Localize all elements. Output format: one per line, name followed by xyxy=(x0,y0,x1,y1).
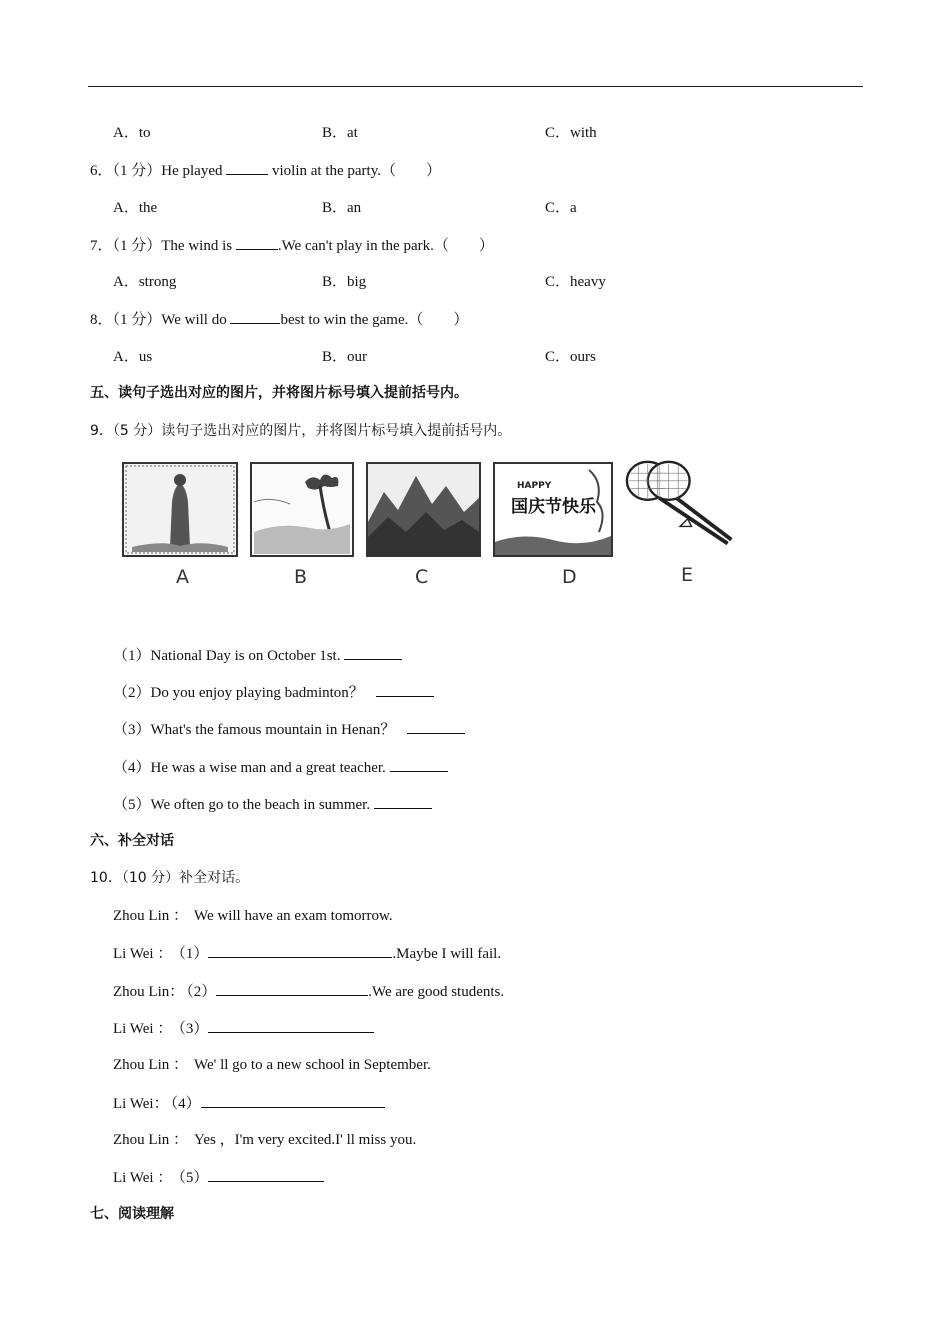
q9-item-2-text: （2）Do you enjoy playing badminton？ xyxy=(113,685,368,701)
q9-item-5-text: （5）We often go to the beach in summer. xyxy=(113,797,374,813)
q9-item-5-blank[interactable] xyxy=(374,794,432,809)
picture-label-a: A xyxy=(176,566,189,588)
dialogue-line-4 xyxy=(113,1018,374,1039)
dialogue-blank-1[interactable] xyxy=(208,943,392,958)
q9-item-1-text: （1）National Day is on October 1st. xyxy=(113,648,345,664)
q9-item-2-blank[interactable] xyxy=(376,682,434,697)
q9-item-3 xyxy=(113,719,465,740)
picture-d-chinese-text: 国庆节快乐 xyxy=(511,497,596,517)
mountain-picture-icon xyxy=(366,462,481,557)
q7-option-b[interactable]: B．big xyxy=(322,274,367,290)
q8-number: 8．（1 分） xyxy=(90,312,162,328)
q9-item-5 xyxy=(113,794,432,815)
speaker: Li Wei ： xyxy=(113,946,173,962)
dialogue-line-8 xyxy=(113,1167,324,1188)
national-day-picture-icon xyxy=(493,462,613,557)
q5-option-b[interactable]: B．at xyxy=(322,125,358,141)
speaker: Li Wei： xyxy=(113,1096,169,1112)
dialogue-line-2 xyxy=(113,943,501,964)
q8-option-c[interactable]: C．ours xyxy=(545,349,596,365)
statue-picture-icon xyxy=(122,462,238,557)
dialogue-blank-3[interactable] xyxy=(208,1018,374,1033)
q6-blank xyxy=(226,160,268,175)
dialogue-text: .Maybe I will fail. xyxy=(392,946,502,962)
dialogue-blank-4[interactable] xyxy=(201,1093,385,1108)
speaker: Li Wei ： xyxy=(113,1021,173,1037)
dialogue-number: （2） xyxy=(186,984,217,1000)
q9-item-3-text: （3）What's the famous mountain in Henan？ xyxy=(113,722,399,738)
dialogue-blank-2[interactable] xyxy=(216,981,368,996)
dialogue-line-5 xyxy=(113,1055,431,1075)
question-9-title: 9．（5 分）读句子选出对应的图片，并将图片标号填入提前括号内。 xyxy=(90,423,512,439)
q6-option-b[interactable]: B．an xyxy=(322,200,362,216)
dialogue-number: （4） xyxy=(170,1096,201,1112)
speaker: Zhou Lin： xyxy=(113,984,185,1000)
header-rule xyxy=(88,86,863,87)
q9-item-4 xyxy=(113,757,448,778)
speaker: Zhou Lin ： xyxy=(113,1132,188,1148)
picture-label-d: D xyxy=(562,566,577,588)
q7-option-c[interactable]: C．heavy xyxy=(545,274,606,290)
q7-blank xyxy=(236,235,278,250)
q9-item-1 xyxy=(113,645,402,666)
picture-d-happy-text: HAPPY xyxy=(517,481,552,491)
q8-option-a[interactable]: A．us xyxy=(113,349,153,365)
q7-number: 7．（1 分） xyxy=(90,238,162,254)
speaker: Li Wei ： xyxy=(113,1170,173,1186)
dialogue-blank-5[interactable] xyxy=(208,1167,324,1182)
dialogue-number: （5） xyxy=(178,1170,209,1186)
q8-blank xyxy=(230,309,280,324)
q8-option-b[interactable]: B．our xyxy=(322,349,368,365)
q6-option-c[interactable]: C．a xyxy=(545,200,577,216)
q6-number: 6．（1 分） xyxy=(90,163,162,179)
q9-item-1-blank[interactable] xyxy=(344,645,402,660)
q9-item-4-blank[interactable] xyxy=(390,757,448,772)
dialogue-text: We will have an exam tomorrow. xyxy=(194,908,393,924)
q5-option-c[interactable]: C．with xyxy=(545,125,597,141)
question-7 xyxy=(90,235,494,256)
dialogue-text: We' ll go to a new school in September. xyxy=(194,1057,431,1073)
picture-label-e: E xyxy=(681,564,694,586)
dialogue-text: Yes ，I'm very excited.I' ll miss you. xyxy=(194,1132,417,1148)
q6-text-post: violin at the party.（ ） xyxy=(268,163,441,179)
q8-text-post: best to win the game.（ ） xyxy=(280,312,469,328)
dialogue-text: .We are good students. xyxy=(368,984,505,1000)
q9-item-3-blank[interactable] xyxy=(407,719,465,734)
q5-option-a[interactable]: A．to xyxy=(113,125,151,141)
dialogue-line-1 xyxy=(113,906,393,926)
q7-text-post: .We can't play in the park.（ ） xyxy=(277,238,494,254)
q9-item-2 xyxy=(113,682,434,703)
dialogue-number: （1） xyxy=(178,946,209,962)
section-5-title: 五、读句子选出对应的图片，并将图片标号填入提前括号内。 xyxy=(90,385,468,401)
picture-label-b: B xyxy=(294,566,308,588)
dialogue-line-7 xyxy=(113,1130,416,1150)
q9-item-4-text: （4）He was a wise man and a great teacher. xyxy=(113,760,390,776)
section-7-title: 七、阅读理解 xyxy=(90,1206,174,1222)
q8-text-pre: We will do xyxy=(161,312,231,328)
beach-picture-icon xyxy=(250,462,354,557)
q6-option-a[interactable]: A．the xyxy=(113,200,158,216)
q7-option-a[interactable]: A．strong xyxy=(113,274,177,290)
dialogue-line-6 xyxy=(113,1093,385,1114)
question-10-title: 10．（10 分）补全对话。 xyxy=(90,870,250,886)
question-6 xyxy=(90,160,441,181)
q6-text-pre: He played xyxy=(161,163,227,179)
speaker: Zhou Lin ： xyxy=(113,1057,188,1073)
picture-label-c: C xyxy=(415,566,429,588)
section-6-title: 六、补全对话 xyxy=(90,833,174,849)
question-8 xyxy=(90,309,468,330)
q7-text-pre: The wind is xyxy=(161,238,236,254)
badminton-picture-icon xyxy=(622,458,742,553)
dialogue-number: （3） xyxy=(178,1021,209,1037)
speaker: Zhou Lin ： xyxy=(113,908,188,924)
dialogue-line-3 xyxy=(113,981,504,1002)
